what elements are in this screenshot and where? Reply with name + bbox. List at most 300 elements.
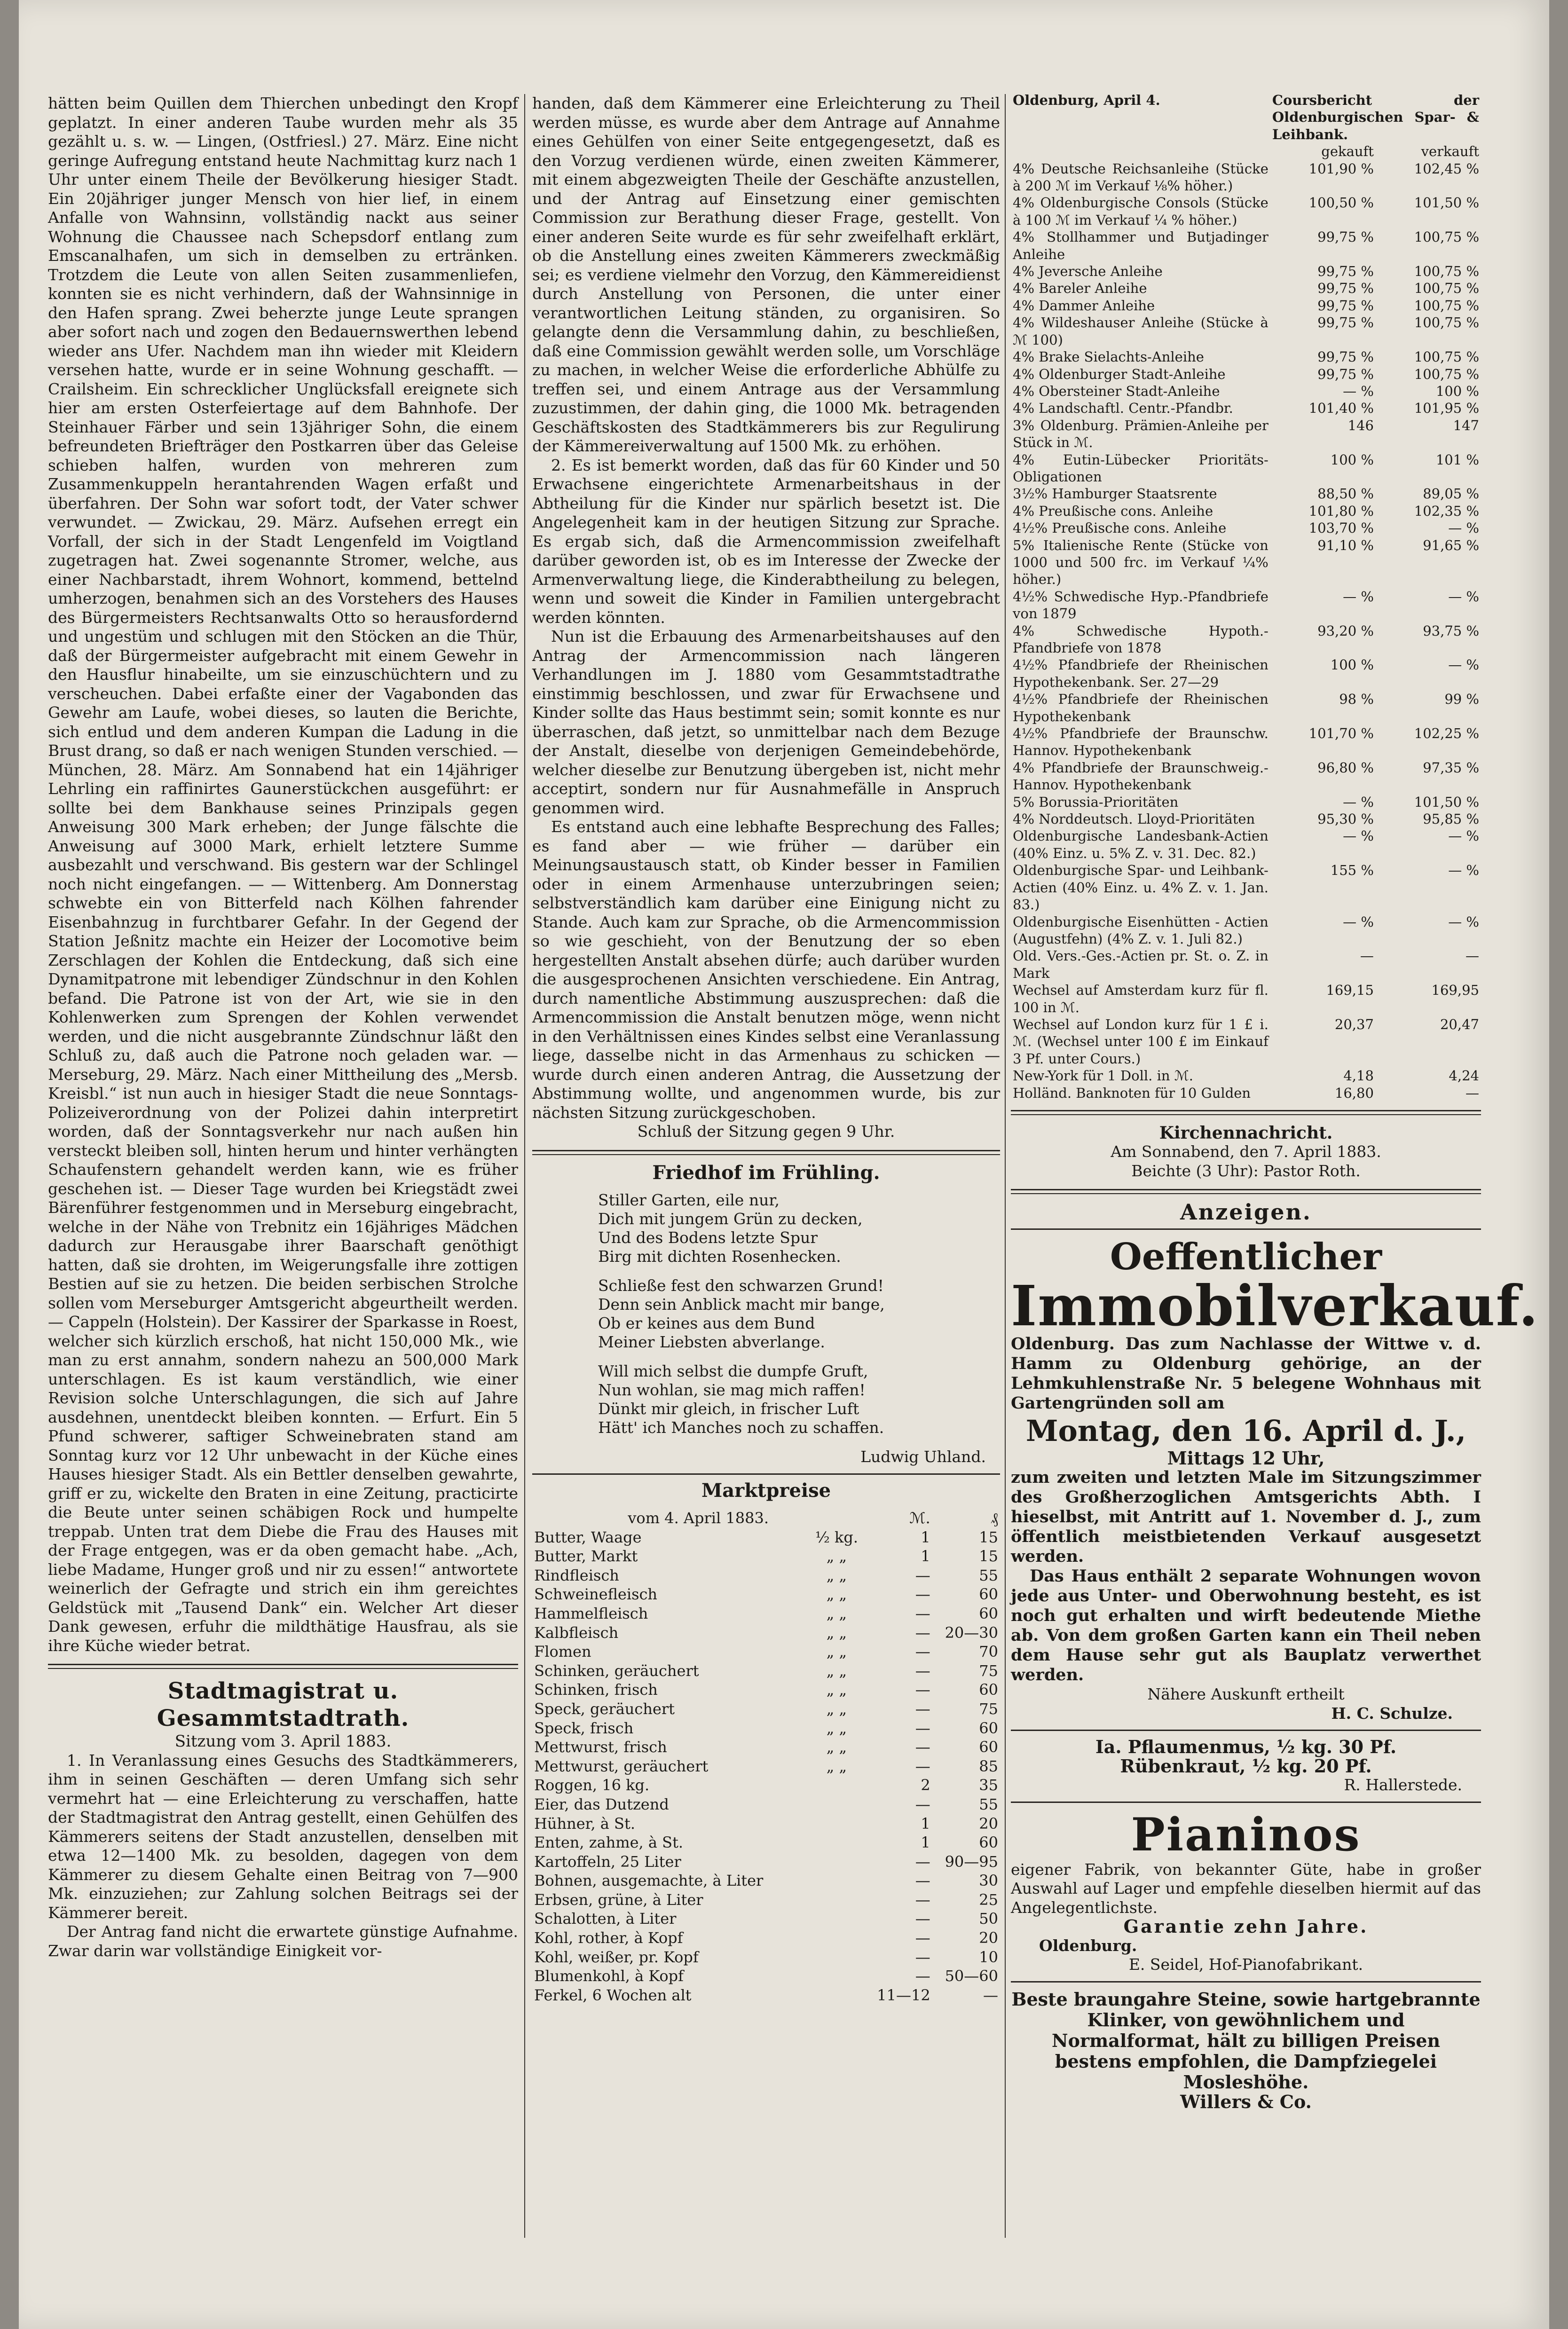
exchange-row <box>1011 1085 1481 1102</box>
market-item: Hühner, à St. <box>534 1814 635 1833</box>
exchange-report-table <box>1011 92 1481 1102</box>
market-row <box>532 1719 1000 1738</box>
paragraph: 1. In Veranlassung eines Gesuchs des Stadtkämmerers, ihm in seinen Geschäften — deren Umfang sich sehr vermehrt hat — eine Erleichterung zu verschaffen, hatte der Stadtmagistrat den Antrag gestellt, einen Gehülfen des Kämmerers seitens der Stadt anzustellen, denselben mit etwa 12—1400 Mk. zu besolden, dagegen von dem Kämmerer zu diesem Gehalte einen Beitrag von 7—900 Mk. einzuziehen; zur Zahlung solchen Beitrags sei der Kämmerer bereit. <box>48 1751 518 1922</box>
exchange-bought: — % <box>1343 588 1374 605</box>
market-unit: „ „ <box>826 1643 847 1661</box>
poem-stanza <box>598 1276 1000 1352</box>
exchange-sold: 100,75 % <box>1414 229 1479 245</box>
market-item: Hammelfleisch <box>534 1604 648 1622</box>
market-item: Butter, Waage <box>534 1528 642 1546</box>
exchange-row <box>1011 827 1481 862</box>
exchange-bought: 93,20 % <box>1317 622 1374 639</box>
exchange-sold: 102,45 % <box>1414 160 1479 177</box>
market-item: Schinken, geräuchert <box>534 1661 699 1680</box>
exchange-sold: 89,05 % <box>1423 486 1479 502</box>
exchange-row <box>1011 383 1481 400</box>
market-pfennig: 20 <box>979 1814 998 1833</box>
market-pfennig: 15 <box>979 1547 998 1566</box>
market-mark: 11—12 <box>877 1986 930 2004</box>
market-row <box>532 1928 1000 1948</box>
paragraph: 2. Es ist bemerkt worden, daß das für 60 Kinder und 50 Erwachsene eingerichtete Armenarbeitshaus in der Abtheilung für die Kinder nur spärlich besetzt ist. Die Angelegenheit kam in der heutigen Sitzung zur Sprache. Es ergab sich, daß die Armencommission zweifelhaft darüber geworden ist, ob es im Interesse der Zwecke der Armenverwaltung liege, die Kinderabtheilung zu belegen, wenn und soweit die Kinder in Familien untergebracht werden könnten. <box>532 456 1000 627</box>
market-unit <box>809 1833 865 1852</box>
poem-stanza <box>598 1191 1000 1266</box>
exchange-sold: — % <box>1448 862 1479 879</box>
exchange-security: 4½% Pfandbriefe der Rheinischen Hypothekenbank <box>1013 691 1269 724</box>
market-row <box>532 1986 1000 2005</box>
market-mark: 1 <box>921 1528 930 1546</box>
exchange-row <box>1011 656 1481 691</box>
exchange-row <box>1011 725 1481 759</box>
exchange-bought: 101,90 % <box>1308 160 1374 177</box>
exchange-bought: 100,50 % <box>1308 195 1374 211</box>
market-unit: „ „ <box>826 1719 847 1737</box>
unit-pfennig: ₰ <box>991 1509 998 1527</box>
exchange-bought: 101,40 % <box>1308 400 1374 417</box>
exchange-security: Oldenburgische Eisenhütten - Actien (Augustfehn) (4% Z. v. 1. Juli 82.) <box>1013 913 1269 947</box>
exchange-security: 3% Oldenburg. Prämien-Anleihe per Stück in ℳ. <box>1013 417 1269 451</box>
market-mark: — <box>915 1604 930 1622</box>
exchange-sold: 100,75 % <box>1414 280 1479 297</box>
exchange-security: 4% Preußische cons. Anleihe <box>1013 503 1213 519</box>
ad-headline-large: Pianinos <box>1131 1808 1361 1861</box>
market-row <box>532 1661 1000 1681</box>
exchange-bought: 16,80 <box>1334 1085 1374 1101</box>
market-item: Schalotten, à Liter <box>534 1910 677 1928</box>
exchange-bought: — <box>1360 948 1374 964</box>
report-place-date: Oldenburg, April 4. <box>1013 92 1160 108</box>
report-title: Coursbericht der Oldenburgischen Spar- & Leihbank. <box>1272 92 1479 142</box>
exchange-security: 4% Obersteiner Stadt-Anleihe <box>1013 383 1220 399</box>
poem-line: Und des Bodens letzte Spur <box>598 1228 818 1247</box>
exchange-security: 5% Borussia-Prioritäten <box>1013 794 1179 810</box>
market-row <box>532 1776 1000 1795</box>
exchange-sold: 100,75 % <box>1414 349 1479 365</box>
poem-line: Schließe fest den schwarzen Grund! <box>598 1276 884 1295</box>
ad-signature: H. C. Schulze. <box>1331 1704 1453 1723</box>
poem-line: Will mich selbst die dumpfe Gruft, <box>598 1362 868 1380</box>
market-mark: — <box>915 1681 930 1699</box>
exchange-security: 4% Eutin-Lübecker Prioritäts-Obligationen <box>1013 451 1269 485</box>
poem-line: Meiner Liebsten abverlange. <box>598 1333 825 1351</box>
exchange-sold: 101,50 % <box>1414 794 1479 810</box>
market-mark: 1 <box>921 1547 930 1566</box>
market-item: Enten, zahme, à St. <box>534 1833 684 1852</box>
exchange-sold: 97,35 % <box>1423 759 1479 776</box>
market-pfennig: 10 <box>979 1948 998 1966</box>
exchange-bought: 91,10 % <box>1317 537 1374 553</box>
poem <box>598 1191 1000 1437</box>
market-row <box>532 1757 1000 1776</box>
exchange-security: 4% Oldenburgische Consols (Stücke à 100 ℳ im Verkauf ¼ % höher.) <box>1013 195 1269 228</box>
market-row <box>532 1890 1000 1910</box>
market-row <box>532 1547 1000 1566</box>
exchange-bought: 99,75 % <box>1317 297 1374 314</box>
paragraph: handen, daß dem Kämmerer eine Erleichterung zu Theil werden müsse, es wurde aber dem Antrage auf Annahme eines Gehülfen von einer Seite entgegengesetzt, daß es den Vorzug verdienen würde, einen zweiten Kämmerer, mit einem abgezweigten Theile der Geschäfte anzustellen, und der Antrag auf Einsetzung einer gemischten Commission zur Berathung dieser Frage, gestellt. Von einer anderen Seite wurde es für sehr zweifelhaft erklärt, ob die Anstellung eines zweiten Kämmerers zweckmäßig sei; es verdiene vielmehr den Vorzug, den Kämmereidienst durch Anstellung von Personen, die unter einer verantwortlichen Leitung ständen, zu organisiren. So gelangte denn die Versammlung dahin, zu beschließen, daß eine Commission gewählt werden solle, um Vorschläge zu machen, in welcher Weise die erforderliche Abhülfe zu treffen sei, und einem Antrage aus der Versammlung zuzustimmen, der dahin ging, die 1000 Mk. betragenden Geschäftskosten des Stadtkämmerers bis zur Regulirung der Kämmereiverwaltung auf 1500 Mk. zu erhöhen. <box>532 94 1000 455</box>
exchange-security: 4% Jeversche Anleihe <box>1013 263 1163 280</box>
unit-mark: ℳ. <box>909 1509 930 1527</box>
market-pfennig: 25 <box>979 1890 998 1909</box>
section-subtitle: Sitzung vom 3. April 1883. <box>174 1732 392 1751</box>
market-row <box>532 1566 1000 1585</box>
ad-place: Oldenburg. <box>1039 1936 1137 1955</box>
market-mark: — <box>915 1700 930 1718</box>
column-3 <box>1011 92 1539 2112</box>
poem-line: Nun wohlan, sie mag mich raffen! <box>598 1381 866 1399</box>
exchange-security: Oldenburgische Landesbank-Actien (40% Einz. u. 5% Z. v. 31. Dec. 82.) <box>1013 828 1269 861</box>
market-row <box>532 1814 1000 1833</box>
exchange-sold: 93,75 % <box>1423 622 1479 639</box>
poem-line: Stiller Garten, eile nur, <box>598 1191 780 1209</box>
section-divider <box>532 1473 1000 1475</box>
exchange-bought: — % <box>1343 913 1374 930</box>
exchange-row <box>1011 485 1481 502</box>
exchange-row <box>1011 400 1481 417</box>
exchange-bought: 4,18 <box>1343 1068 1374 1084</box>
exchange-row <box>1011 194 1481 228</box>
exchange-row <box>1011 417 1481 451</box>
exchange-security: Wechsel auf London kurz für 1 £ i. ℳ. (Wechsel unter 100 £ im Einkauf 3 Pf. unter Cours.) <box>1013 1016 1269 1067</box>
ad-pflaumenmus <box>1011 1738 1481 1795</box>
market-date: vom 4. April 1883. <box>628 1509 769 1527</box>
exchange-row <box>1011 519 1481 536</box>
market-unit: „ „ <box>826 1547 847 1566</box>
exchange-sold: — % <box>1448 913 1479 930</box>
ad-text: zum zweiten und letzten Male im Sitzungszimmer des Großherzoglichen Amtsgerichts Abth. I hieselbst, mit Antritt auf 1. November d. J., zum öffentlich meistbietenden Verkauf ausgesetzt werden. <box>1011 1468 1481 1566</box>
exchange-security: 4% Wildeshauser Anleihe (Stücke à ℳ 100) <box>1013 315 1269 348</box>
market-item: Rindfleisch <box>534 1566 619 1584</box>
market-row <box>532 1909 1000 1928</box>
market-pfennig: 20—30 <box>945 1623 998 1642</box>
section-divider <box>532 1150 1000 1155</box>
exchange-bought: 88,50 % <box>1317 486 1374 502</box>
market-item: Speck, geräuchert <box>534 1700 675 1718</box>
exchange-sold: 100 % <box>1435 383 1479 399</box>
market-mark: — <box>915 1948 930 1966</box>
market-item: Kohl, rother, à Kopf <box>534 1929 683 1947</box>
exchange-bought: 100 % <box>1330 451 1374 468</box>
ad-text: Beste braungahre Steine, sowie hartgebrannte Klinker, von gewöhnlichem und Normalformat, hält zu billigen Preisen bestens empfohlen, die Dampfziegelei Mosleshöhe. <box>1011 1988 1481 2093</box>
ad-headline: Oeffentlicher <box>1110 1235 1382 1278</box>
exchange-security: Old. Vers.-Ges.-Actien pr. St. o. Z. in Mark <box>1013 948 1269 981</box>
column-rule-1 <box>524 94 525 2238</box>
market-item: Roggen, 16 kg. <box>534 1776 650 1794</box>
ad-signature: R. Hallerstede. <box>1344 1776 1462 1794</box>
market-title: Marktpreise <box>701 1479 831 1502</box>
exchange-bought: 101,70 % <box>1308 725 1374 742</box>
poem-line: Hätt' ich Manches noch zu schaffen. <box>598 1418 884 1437</box>
market-pfennig: 55 <box>979 1795 998 1813</box>
market-pfennig: 60 <box>979 1585 998 1604</box>
poem-line: Ob er keines aus dem Bund <box>598 1314 815 1332</box>
poem-line: Dünkt mir gleich, in frischer Luft <box>598 1400 859 1418</box>
ad-line: Rübenkraut, ½ kg. 20 Pf. <box>1120 1755 1372 1777</box>
market-unit <box>809 1795 865 1814</box>
market-pfennig: — <box>983 1986 998 2004</box>
market-row <box>532 1642 1000 1661</box>
market-row <box>532 1623 1000 1643</box>
ad-divider <box>1011 1802 1481 1803</box>
exchange-row <box>1011 314 1481 348</box>
market-item: Eier, das Dutzend <box>534 1795 669 1813</box>
exchange-row <box>1011 1016 1481 1067</box>
ad-date: Montag, den 16. April d. J., <box>1025 1413 1466 1448</box>
market-row <box>532 1852 1000 1872</box>
market-unit <box>809 1852 865 1872</box>
exchange-row <box>1011 228 1481 263</box>
exchange-sold: 99 % <box>1444 691 1479 708</box>
market-pfennig: 90—95 <box>945 1852 998 1871</box>
exchange-row <box>1011 913 1481 948</box>
market-pfennig: 75 <box>979 1700 998 1718</box>
exchange-security: Holländ. Banknoten für 10 Gulden <box>1013 1085 1251 1101</box>
exchange-sold: — <box>1466 1085 1479 1101</box>
exchange-security: 4% Bareler Anleihe <box>1013 280 1147 297</box>
exchange-row <box>1011 794 1481 810</box>
market-mark: — <box>915 1872 930 1890</box>
market-item: Flomen <box>534 1643 591 1661</box>
ad-divider <box>1011 1228 1481 1230</box>
market-item: Schinken, frisch <box>534 1681 658 1699</box>
exchange-sold: 100,75 % <box>1414 263 1479 280</box>
exchange-rows <box>1011 160 1481 1102</box>
market-unit <box>809 1814 865 1833</box>
ad-text: Das Haus enthält 2 separate Wohnungen wovon jede aus Unter- und Oberwohnung besteht, es ist noch gut erhalten und wirft bedeutende Miethe ab. Von dem großen Garten kann ein Theil neben dem Hause sehr gut als Bauplatz verwerthet werden. <box>1011 1566 1481 1685</box>
market-pfennig: 15 <box>979 1528 998 1546</box>
market-unit <box>809 1890 865 1910</box>
ad-text: Oldenburg. Das zum Nachlasse der Wittwe v. d. Hamm zu Oldenburg gehörige, an der Lehmkuhlenstraße Nr. 5 belegene Wohnhaus mit Gartengründen soll am <box>1011 1334 1481 1413</box>
exchange-sold: — % <box>1448 657 1479 673</box>
market-pfennig: 70 <box>979 1643 998 1661</box>
exchange-bought: 169,15 <box>1326 982 1374 999</box>
exchange-row <box>1011 297 1481 314</box>
ads-title: Anzeigen. <box>1180 1199 1312 1225</box>
market-pfennig: 30 <box>979 1872 998 1890</box>
exchange-sold: 100,75 % <box>1414 366 1479 382</box>
exchange-security: New-York für 1 Doll. in ℳ. <box>1013 1068 1193 1084</box>
exchange-sold: — % <box>1448 828 1479 844</box>
news-text: hätten beim Quillen dem Thierchen unbedingt den Kropf geplatzt. In einer anderen Taube wurden mehr als 35 gezählt u. s. w. — Lingen, (Ostfriesl.) 27. März. Eine nicht geringe Aufregung entstand heute Nachmittag kurz nach 1 Uhr unter einem Theile der Bevölkerung hiesiger Stadt. Ein 20jähriger junger Mensch von hier lief, in einem Anfalle von Wahnsinn, vollständig nackt aus seiner Wohnung die Chaussee nach Schepsdorf entlang zum Emscanalhafen, um sich in demselben zu ertränken. Trotzdem die Leute von allen Seiten zusammenliefen, konnten sie es nicht verhindern, daß der Wahnsinnige in den Hafen sprang. Zwei beherzte junge Leute sprangen aber sofort nach und zogen den Bedauernswerthen lebend wieder ans Ufer. Nachdem man ihn wieder mit Kleidern versehen hatte, wurde er in seine Wohnung geschafft. — Crailsheim. Ein schrecklicher Unglücksfall ereignete sich hier am ersten Osterfeiertage auf dem Bahnhofe. Der Steinhauer Färber und sein 13jähriger Sohn, die einem befreundeten Briefträger den Postkarren über das Geleise schieben halfen, wurden von mehreren zum Zusammenkuppeln herantahrenden Wagen erfaßt und überfahren. Der Sohn war sofort todt, der Vater schwer verwundet. — Zwickau, 29. März. Aufsehen erregt ein Vorfall, der sich in der Stadt Lengenfeld im Voigtland zugetragen hat. Zwei sogenannte Stromer, welche, aus einer Nachbarstadt, ihrem Wohnort, kommend, bettelnd umherzogen, benahmen sich an des Vorstehers des Hauses des Bürgermeisters Rechtsanwalts Otto so herausfordernd und ungestüm und schlugen mit den Stöcken an die Thür, daß der Bürgermeister aufgebracht mit einem Gewehr in den Hausflur hinabeilte, um sie einzuschüchtern und zu verscheuchen. Dabei erfaßte einer der Vagabonden das Gewehr am Laufe, wobei dieses, so lauten die Berichte, sich entlud und dem anderen Kumpan die Ladung in die Brust drang, so daß er nach wenigen Stunden verschied. — München, 28. März. Am Sonnabend hat ein 14jähriger Lehrling ein raffinirtes Gaunerstückchen ausgeführt: er sollte bei dem Bankhause seines Prinzipals gegen Anweisung 300 Mark erheben; der Junge fälschte die Anweisung auf 3000 Mark, erhielt letztere Summe ausbezahlt und verschwand. Bis gestern war der Schlingel noch nicht eingefangen. — — Wittenberg. Am Donnerstag schwebte ein von Bitterfeld nach Kölhen fahrender Eisenbahnzug in furchtbarer Gefahr. In der Gegend der Station Jeßnitz machte ein Heizer der Locomotive beim Zerschlagen der Kohlen die Entdeckung, daß sich eine Dynamitpatrone mit lebendiger Zündschnur in den Kohlen befand. Die Patrone ist von der Art, wie sie in den Kohlenwerken zum Sprengen der Kohlen verwendet werden, und die nicht ausgebrannte Zündschnur läßt den Schluß zu, daß auch die Patrone noch geladen war. — Merseburg, 29. März. Nach einer Mittheilung des „Mersb. Kreisbl.“ ist nun auch in hiesiger Stadt die neue Sonntags-Polizeiverordnung von der Polizei dahin interpretirt worden, daß der Sonntagsverkehr nur nach außen hin versteckt bleiben soll, hinten herum und hinter verhängten Schaufenstern gehandelt werden kann, wie es früher geschehen ist. — Dieser Tage wurden bei Kriegstädt zwei Bärenführer festgenommen und in Merseburg eingebracht, welche in der Nähe von Trebnitz ein 16jähriges Mädchen dadurch zur Herausgabe ihrer Baarschaft genöthigt hatten, daß sie drohten, im Weigerungsfalle ihre zottigen Bestien auf sie zu hetzen. Die beiden serbischen Strolche sollen vom Merseburger Amtsgericht abgeurtheilt werden. — Cappeln (Holstein). Der Kassirer der Sparkasse in Roest, welcher sich kürzlich erschoß, hat nicht 150,000 Mk., wie man zu erst annahm, sondern nahezu an 500,000 Mark unterschlagen. Es ist kaum verständlich, wie einer Revision solche Unterschlagungen, die sich auf Jahre ausdehnen, unentdeckt bleiben konnten. — Erfurt. Ein 5 Pfund schwerer, saftiger Schweinebraten stand am Sonntag kurz vor 12 Uhr unbewacht in der Küche eines Hauses hiesiger Stadt. Als ein Bettler denselben gewahrte, griff er zu, wickelte den Braten in eine Zeitung, practicirte die Beute unter seinen schäbigen Rock und humpelte treppab. Unten trat dem Diebe die Frau des Hauses mit der Frage entgegen, was er da oben gemacht habe. „Ach, liebe Madame, Hunger groß und nir zu essen!“ antwortete weinerlich der Gefragte und strich ein ihm gereichtes Geldstück mit „Tausend Dank“ ein. Welcher Art dieser Dank gewesen, erfuhr die mildthätige Hausfrau, als sie ihre Küche wieder betrat. <box>48 94 518 1655</box>
market-row <box>532 1528 1000 1547</box>
report-header-row <box>1011 92 1481 143</box>
exchange-bought: 98 % <box>1339 691 1374 708</box>
market-mark: — <box>915 1566 930 1584</box>
exchange-row <box>1011 982 1481 1016</box>
market-row <box>532 1680 1000 1700</box>
market-item: Erbsen, grüne, à Liter <box>534 1890 703 1909</box>
market-mark: — <box>915 1623 930 1642</box>
exchange-row <box>1011 160 1481 195</box>
market-mark: — <box>915 1910 930 1928</box>
exchange-sold: 91,65 % <box>1423 537 1479 553</box>
exchange-security: 4% Dammer Anleihe <box>1013 297 1155 314</box>
ad-guarantee: Garantie zehn Jahre. <box>1123 1916 1369 1937</box>
market-rows <box>532 1528 1000 2005</box>
market-row <box>532 1700 1000 1719</box>
market-mark: — <box>915 1738 930 1756</box>
market-pfennig: 50—60 <box>945 1967 998 1985</box>
market-pfennig: 35 <box>979 1776 998 1794</box>
poem-line: Denn sein Anblick macht mir bange, <box>598 1295 885 1314</box>
exchange-row <box>1011 366 1481 383</box>
market-item: Butter, Markt <box>534 1547 638 1566</box>
newspaper-page <box>19 0 1549 2329</box>
exchange-row <box>1011 588 1481 622</box>
ad-time: Mittags 12 Uhr, <box>1167 1447 1325 1469</box>
exchange-sold: 147 <box>1453 417 1479 433</box>
exchange-row <box>1011 862 1481 913</box>
market-row <box>532 1795 1000 1814</box>
market-pfennig: 60 <box>979 1738 998 1756</box>
closing-line: Schluß der Sitzung gegen 9 Uhr. <box>637 1122 895 1141</box>
exchange-security: 4% Deutsche Reichsanleihe (Stücke à 200 ℳ im Verkauf ⅛% höher.) <box>1013 160 1269 194</box>
market-header-row <box>532 1509 1000 1528</box>
market-item: Speck, frisch <box>534 1719 634 1737</box>
market-unit: „ „ <box>826 1585 847 1604</box>
market-unit: „ „ <box>826 1604 847 1622</box>
exchange-row <box>1011 263 1481 280</box>
ad-text: eigener Fabrik, von bekannter Güte, habe in großer Auswahl auf Lager und empfehle dieselben hiermit auf das Angelegentlichste. <box>1011 1860 1481 1917</box>
exchange-sold: — % <box>1448 520 1479 536</box>
exchange-row <box>1011 280 1481 297</box>
exchange-bought: 99,75 % <box>1317 229 1374 245</box>
market-row <box>532 1585 1000 1604</box>
market-mark: — <box>915 1795 930 1813</box>
market-mark: — <box>915 1661 930 1680</box>
column-bought: gekauft <box>1321 143 1374 160</box>
section-divider <box>1011 1110 1481 1115</box>
ad-signature: E. Seidel, Hof-Pianofabrikant. <box>1128 1955 1363 1974</box>
market-item: Kohl, weißer, pr. Kopf <box>534 1948 699 1966</box>
poem-author: Ludwig Uhland. <box>860 1448 986 1466</box>
exchange-sold: 101,95 % <box>1414 400 1479 417</box>
market-pfennig: 20 <box>979 1929 998 1947</box>
market-mark: — <box>915 1643 930 1661</box>
market-row <box>532 1948 1000 1967</box>
exchange-bought: — % <box>1343 383 1374 399</box>
market-item: Bohnen, ausgemachte, à Liter <box>534 1872 764 1890</box>
exchange-security: 4½% Preußische cons. Anleihe <box>1013 520 1227 536</box>
market-mark: — <box>915 1585 930 1604</box>
exchange-sold: — % <box>1448 588 1479 605</box>
market-row <box>532 1738 1000 1757</box>
market-item: Mettwurst, frisch <box>534 1738 667 1756</box>
market-item: Ferkel, 6 Wochen alt <box>534 1986 692 2004</box>
exchange-bought: 99,75 % <box>1317 366 1374 382</box>
exchange-row <box>1011 348 1481 365</box>
church-news-date: Am Sonnabend, den 7. April 1883. <box>1111 1142 1381 1161</box>
poem-line: Birg mit dichten Rosenhecken. <box>598 1247 841 1266</box>
exchange-row <box>1011 622 1481 657</box>
column-2 <box>532 94 1000 2005</box>
exchange-bought: 99,75 % <box>1317 315 1374 331</box>
market-mark: — <box>915 1719 930 1737</box>
ad-divider <box>1011 1981 1481 1983</box>
exchange-security: 4% Pfandbriefe der Braunschweig.-Hannov. Hypothekenbank <box>1013 759 1269 793</box>
section-divider <box>1011 1189 1481 1194</box>
exchange-bought: 96,80 % <box>1317 759 1374 776</box>
exchange-security: Wechsel auf Amsterdam kurz für fl. 100 in ℳ. <box>1013 982 1269 1015</box>
exchange-row <box>1011 451 1481 486</box>
paragraph: Es entstand auch eine lebhafte Besprechung des Falles; es fand aber — wie früher — darüber ein Meinungsaustausch statt, ob Kinder besser in Familien oder in einem Armenhause unterzubringen seien; selbstverständlich kam darüber eine Einigung nicht zu Stande. Auch kam zur Sprache, ob die Armencommission so wie geschieht, von der Benutzung der so eben hergestellten Anstalt absehen dürfe; auch darüber wurden die ausgesprochenen Ansichten verschiedene. Ein Antrag, durch namentliche Abstimmung auszusprechen: daß die Armencommission die Anstalt benutzen möge, wenn nicht in den Verhältnissen eines Kindes selbst eine Veranlassung liege, dasselbe nicht in das Armenhaus zu schicken — wurde durch einen anderen Antrag, die Aussetzung der Abstimmung wollte, und angenommen wurde, bis zur nächsten Sitzung zurückgeschoben. <box>532 818 1000 1122</box>
section-title: Stadtmagistrat u. Gesammtstadtrath. <box>157 1678 410 1731</box>
poem-line: Dich mit jungem Grün zu decken, <box>598 1210 863 1228</box>
market-unit: „ „ <box>826 1566 847 1584</box>
exchange-sold: 169,95 <box>1431 982 1479 999</box>
market-unit: „ „ <box>826 1681 847 1699</box>
exchange-bought: 146 <box>1347 417 1374 433</box>
market-row <box>532 1967 1000 1986</box>
ad-info: Nähere Auskunft ertheilt <box>1147 1685 1345 1704</box>
exchange-bought: 99,75 % <box>1317 349 1374 365</box>
exchange-bought: 20,37 <box>1334 1016 1374 1032</box>
exchange-sold: — <box>1466 948 1479 964</box>
market-unit <box>809 1967 865 1986</box>
poem-stanza <box>598 1362 1000 1437</box>
report-column-heads <box>1011 143 1481 160</box>
market-pfennig: 60 <box>979 1833 998 1852</box>
market-unit: „ „ <box>826 1700 847 1718</box>
market-row <box>532 1871 1000 1890</box>
exchange-security: 4½% Pfandbriefe der Rheinischen Hypothekenbank. Ser. 27—29 <box>1013 657 1269 690</box>
market-mark: 1 <box>921 1833 930 1852</box>
exchange-bought: 155 % <box>1330 862 1374 879</box>
market-mark: — <box>915 1929 930 1947</box>
exchange-security: 4% Stollhammer und Butjadinger Anleihe <box>1013 229 1269 262</box>
exchange-security: 4% Norddeutsch. Lloyd-Prioritäten <box>1013 811 1255 827</box>
market-pfennig: 85 <box>979 1757 998 1775</box>
ad-dampfziegelei <box>1011 1989 1481 2112</box>
column-1 <box>48 94 518 1960</box>
market-item: Mettwurst, geräuchert <box>534 1757 709 1775</box>
exchange-row <box>1011 691 1481 725</box>
ad-immobilverkauf <box>1011 1235 1539 1723</box>
market-mark: — <box>915 1890 930 1909</box>
exchange-sold: 95,85 % <box>1423 811 1479 827</box>
market-unit: „ „ <box>826 1738 847 1756</box>
market-item: Blumenkohl, à Kopf <box>534 1967 684 1985</box>
exchange-security: 4% Oldenburger Stadt-Anleihe <box>1013 366 1226 382</box>
ad-divider <box>1011 1730 1481 1731</box>
market-unit: ½ kg. <box>815 1528 859 1546</box>
exchange-bought: 100 % <box>1330 657 1374 673</box>
exchange-row <box>1011 810 1481 827</box>
market-item: Kalbfleisch <box>534 1623 619 1642</box>
market-item: Kartoffeln, 25 Liter <box>534 1852 681 1871</box>
ad-line: Ia. Pflaumenmus, ½ kg. 30 Pf. <box>1095 1736 1397 1758</box>
exchange-bought: 95,30 % <box>1317 811 1374 827</box>
section-divider <box>48 1664 518 1669</box>
exchange-bought: 103,70 % <box>1308 520 1374 536</box>
market-unit: „ „ <box>826 1757 847 1775</box>
exchange-row <box>1011 1067 1481 1084</box>
exchange-security: 4½% Pfandbriefe der Braunschw. Hannov. Hypothekenbank <box>1013 725 1269 759</box>
exchange-row <box>1011 947 1481 982</box>
exchange-sold: 100,75 % <box>1414 315 1479 331</box>
market-pfennig: 60 <box>979 1719 998 1737</box>
market-pfennig: 55 <box>979 1566 998 1584</box>
market-item: Schweinefleisch <box>534 1585 658 1604</box>
market-mark: 2 <box>921 1776 930 1794</box>
market-unit: „ „ <box>826 1623 847 1642</box>
market-row <box>532 1833 1000 1852</box>
market-mark: — <box>915 1967 930 1985</box>
market-row <box>532 1604 1000 1623</box>
column-sold: verkauft <box>1421 143 1479 160</box>
exchange-bought: 101,80 % <box>1308 503 1374 519</box>
exchange-sold: 101 % <box>1435 451 1479 468</box>
market-mark: 1 <box>921 1814 930 1833</box>
exchange-security: 4% Brake Sielachts-Anleihe <box>1013 349 1204 365</box>
